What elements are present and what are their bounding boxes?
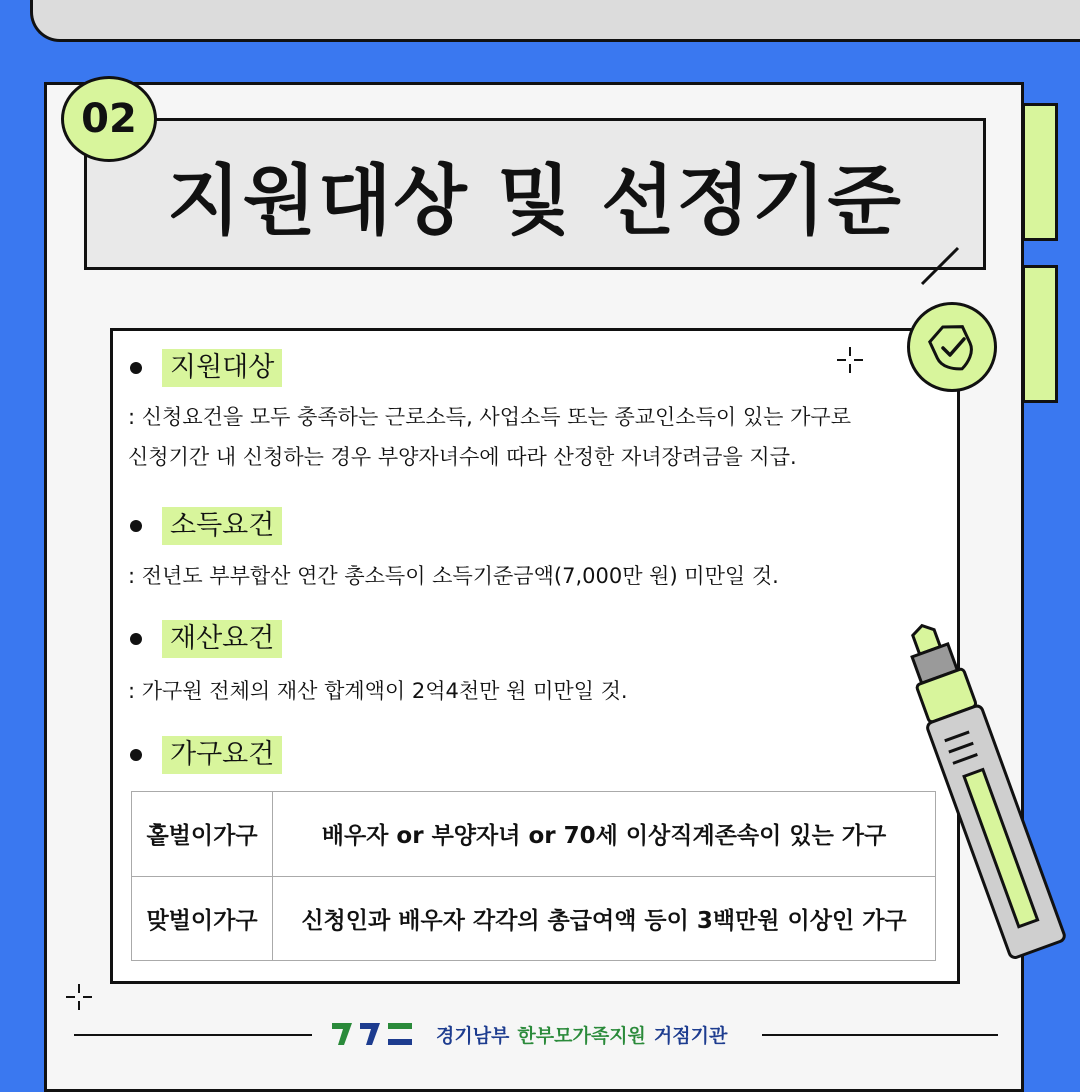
- top-bar: [30, 0, 1080, 42]
- footer-branding: [330, 1016, 727, 1052]
- organization-logo-icon: [330, 1019, 414, 1049]
- slash-decoration: [920, 246, 960, 286]
- footer-divider: [74, 1034, 312, 1036]
- footer-suffix: 거점기관: [653, 1024, 728, 1047]
- section-description: [128, 556, 779, 596]
- description-line: 신청기간 내 신청하는 경우 부양자녀수에 따라 산정한 자녀장려금을 지급.: [128, 445, 797, 469]
- section-heading: [130, 620, 282, 658]
- footer-divider: [762, 1034, 998, 1036]
- check-badge-icon: [907, 302, 997, 392]
- section-description: [128, 397, 851, 477]
- table-row: [132, 792, 936, 877]
- table-cell-condition: 신청인과 배우자 각각의 총급여액 등이 3백만원 이상인 가구: [273, 876, 936, 961]
- section-number-badge: 02: [61, 76, 157, 162]
- description-line: : 가구원 전체의 재산 합계액이 2억4천만 원 미만일 것.: [128, 679, 628, 703]
- section-description: [128, 671, 628, 711]
- bullet-icon: [130, 362, 142, 374]
- section-heading-label: 가구요건: [162, 736, 282, 774]
- bullet-icon: [130, 520, 142, 532]
- organization-name: [436, 1021, 727, 1048]
- section-heading-label: 재산요건: [162, 620, 282, 658]
- table-row: [132, 876, 936, 961]
- side-tab: [1022, 103, 1058, 241]
- description-line: : 신청요건을 모두 충족하는 근로소득, 사업소득 또는 종교인소득이 있는 가구로: [128, 405, 851, 429]
- section-heading-label: 소득요건: [162, 507, 282, 545]
- sparkle-icon: [64, 982, 94, 1012]
- page-title: 지원대상 및 선정기준: [84, 118, 986, 270]
- section-heading: [130, 349, 282, 387]
- section-heading: [130, 736, 282, 774]
- sparkle-icon: [835, 345, 865, 375]
- section-heading: [130, 507, 282, 545]
- table-cell-type: 홑벌이가구: [132, 792, 273, 877]
- household-requirements-table: [131, 791, 936, 961]
- bullet-icon: [130, 633, 142, 645]
- footer-region: 경기남부: [436, 1024, 510, 1047]
- side-tab: [1022, 265, 1058, 403]
- table-cell-condition: 배우자 or 부양자녀 or 70세 이상직계존속이 있는 가구: [273, 792, 936, 877]
- bullet-icon: [130, 749, 142, 761]
- table-cell-type: 맞벌이가구: [132, 876, 273, 961]
- footer-org: 한부모가족지원: [517, 1024, 646, 1047]
- highlighter-pen-icon: [900, 610, 1070, 970]
- description-line: : 전년도 부부합산 연간 총소득이 소득기준금액(7,000만 원) 미만일 것.: [128, 564, 779, 588]
- section-heading-label: 지원대상: [162, 349, 282, 387]
